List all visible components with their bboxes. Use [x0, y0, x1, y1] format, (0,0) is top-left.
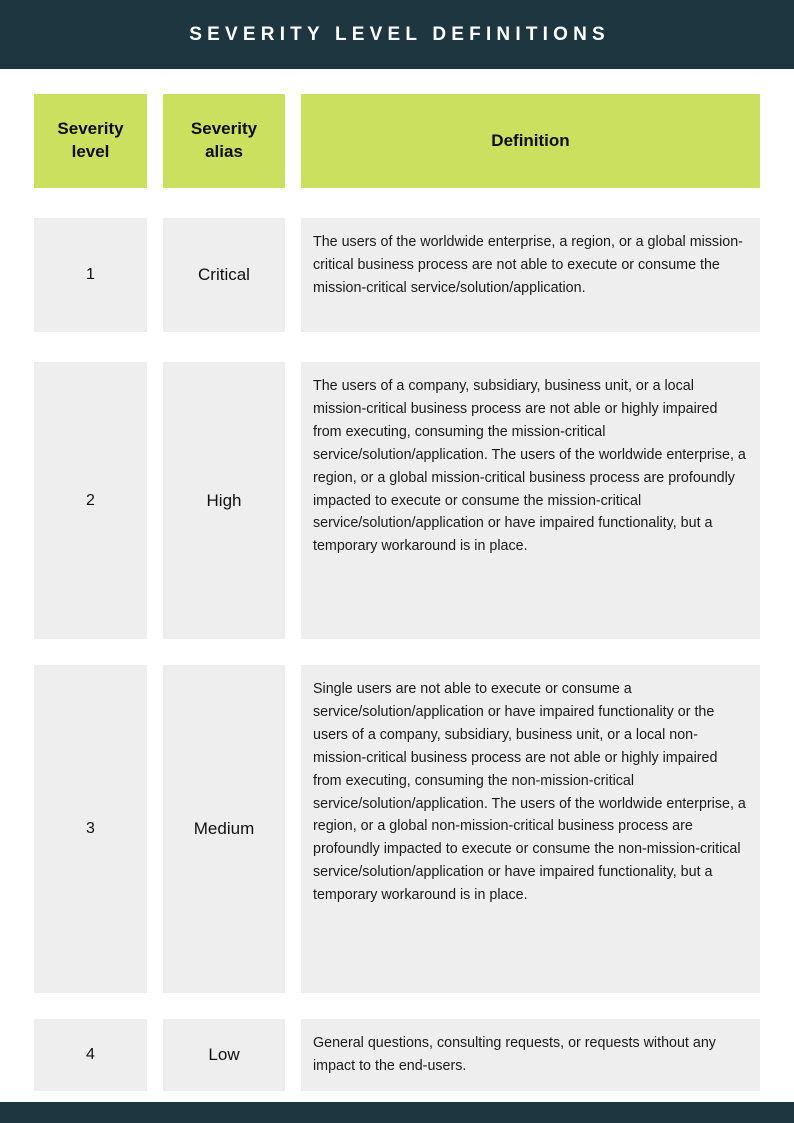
cell-definition: The users of a company, subsidiary, business unit, or a local mission-critical business process are not able or highly impaired from executing, consuming the mission-critical service/solution/application. The users of the worldwide enterprise, a region, or a global mission-critical business process are profoundly impacted to execute or consume the mission-critical service/solution/application or have impaired functionality, but a temporary workaround is in place.	[301, 362, 760, 639]
column-header-severity-level: Severity level	[34, 94, 147, 188]
cell-severity-alias: Low	[163, 1019, 285, 1091]
table-row	[0, 1019, 794, 1091]
table-row	[0, 665, 794, 993]
table-header-row	[0, 94, 794, 188]
table-row	[0, 218, 794, 332]
column-header-definition: Definition	[301, 94, 760, 188]
cell-severity-level: 1	[34, 218, 147, 332]
cell-severity-alias: High	[163, 362, 285, 639]
severity-definitions-table	[0, 69, 794, 1091]
cell-severity-alias: Medium	[163, 665, 285, 993]
cell-severity-level: 4	[34, 1019, 147, 1091]
cell-definition: Single users are not able to execute or consume a service/solution/application or have impaired functionality or the users of a company, subsidiary, business unit, or a local non-mission-critical business process are not able or highly impaired from executing, consuming the non-mission-critical service/solution/application. The users of the worldwide enterprise, a region, or a global non-mission-critical business process are profoundly impacted to execute or consume the non-mission-critical service/solution/application or have impaired functionality, but a temporary workaround is in place.	[301, 665, 760, 993]
page-title: SEVERITY LEVEL DEFINITIONS	[189, 23, 610, 45]
cell-definition: The users of the worldwide enterprise, a region, or a global mission-critical business process are not able to execute or consume the mission-critical service/solution/application.	[301, 218, 760, 332]
page-footer-banner	[0, 1102, 794, 1123]
cell-severity-level: 3	[34, 665, 147, 993]
table-row	[0, 362, 794, 639]
column-header-severity-alias: Severity alias	[163, 94, 285, 188]
cell-definition: General questions, consulting requests, or requests without any impact to the end-users.	[301, 1019, 760, 1091]
page-header-banner	[0, 0, 794, 69]
cell-severity-alias: Critical	[163, 218, 285, 332]
cell-severity-level: 2	[34, 362, 147, 639]
